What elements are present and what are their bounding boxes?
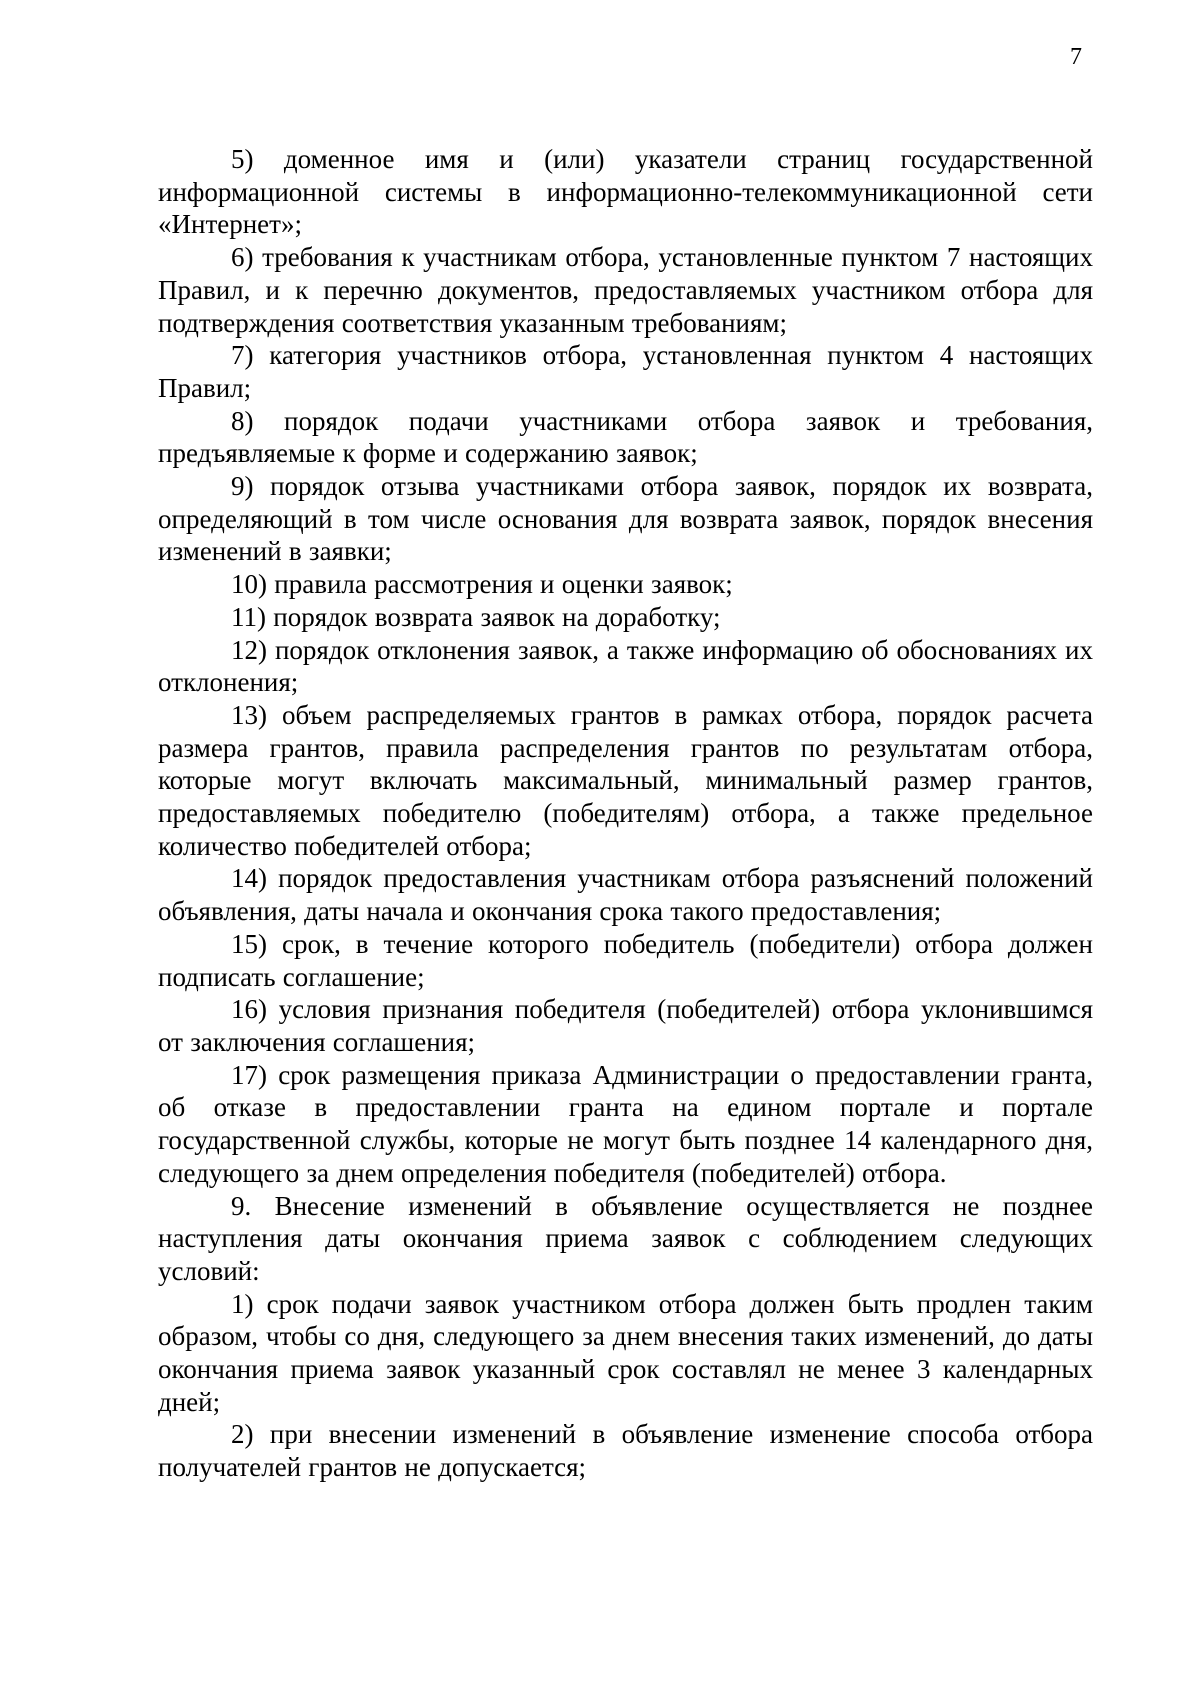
paragraph-item-10: 10) правила рассмотрения и оценки заявок; bbox=[231, 569, 733, 600]
paragraph-item-14: 14) порядок предоставления участникам отбора разъяснений положений объявления, даты начала и окончания срока такого предоставления; bbox=[158, 863, 1093, 927]
paragraph-item-6: 6) требования к участникам отбора, установленные пунктом 7 настоящих Правил, и к перечню документов, предоставляемых участником отбора для подтверждения соответствия указанным требованиям; bbox=[158, 242, 1093, 338]
paragraph-item-7: 7) категория участников отбора, установленная пунктом 4 настоящих Правил; bbox=[158, 340, 1093, 403]
paragraph-item-17: 17) срок размещения приказа Администрации о предоставлении гранта, об отказе в предоставлении гранта на едином портале и портале государственной службы, которые не могут быть позднее 14 календарного дня, следующего за днем определения победителя (победителей) отбора. bbox=[158, 1059, 1093, 1188]
paragraph-condition-1: 1) срок подачи заявок участником отбора должен быть продлен таким образом, чтобы со дня, следующего за днем внесения таких изменений, до даты окончания приема заявок указанный срок составлял не менее 3 календарных дней; bbox=[158, 1288, 1093, 1417]
paragraph-item-8: 8) порядок подачи участниками отбора заявок и требования, предъявляемые к форме и содержанию заявок; bbox=[158, 405, 1093, 469]
paragraph-item-12: 12) порядок отклонения заявок, а также информацию об обоснованиях их отклонения; bbox=[158, 634, 1093, 698]
paragraph-item-5: 5) доменное имя и (или) указатели страниц государственной информационной системы в информационно-телекоммуникационной сети «Интернет»; bbox=[158, 144, 1093, 240]
paragraph-item-9: 9) порядок отзыва участниками отбора заявок, порядок их возврата, определяющий в том числе основания для возврата заявок, порядок внесения изменений в заявки; bbox=[158, 471, 1093, 567]
page-number: 7 bbox=[1070, 44, 1082, 70]
paragraph-item-13: 13) объем распределяемых грантов в рамках отбора, порядок расчета размера грантов, правила распределения грантов по результатам отбора, которые могут включать максимальный, минимальный размер грантов, предоставляемых победителю (победителям) отбора, а также предельное количество победителей отбора; bbox=[158, 699, 1093, 861]
paragraph-item-15: 15) срок, в течение которого победитель (победители) отбора должен подписать соглашение; bbox=[158, 928, 1093, 992]
paragraph-section-9: 9. Внесение изменений в объявление осуществляется не позднее наступления даты окончания приема заявок с соблюдением следующих условий: bbox=[158, 1190, 1093, 1286]
document-body bbox=[158, 143, 1093, 1484]
paragraph-condition-2: 2) при внесении изменений в объявление изменение способа отбора получателей грантов не допускается; bbox=[158, 1419, 1093, 1483]
paragraph-item-11: 11) порядок возврата заявок на доработку; bbox=[231, 601, 721, 632]
paragraph-item-16: 16) условия признания победителя (победителей) отбора уклонившимся от заключения соглашения; bbox=[158, 994, 1093, 1057]
